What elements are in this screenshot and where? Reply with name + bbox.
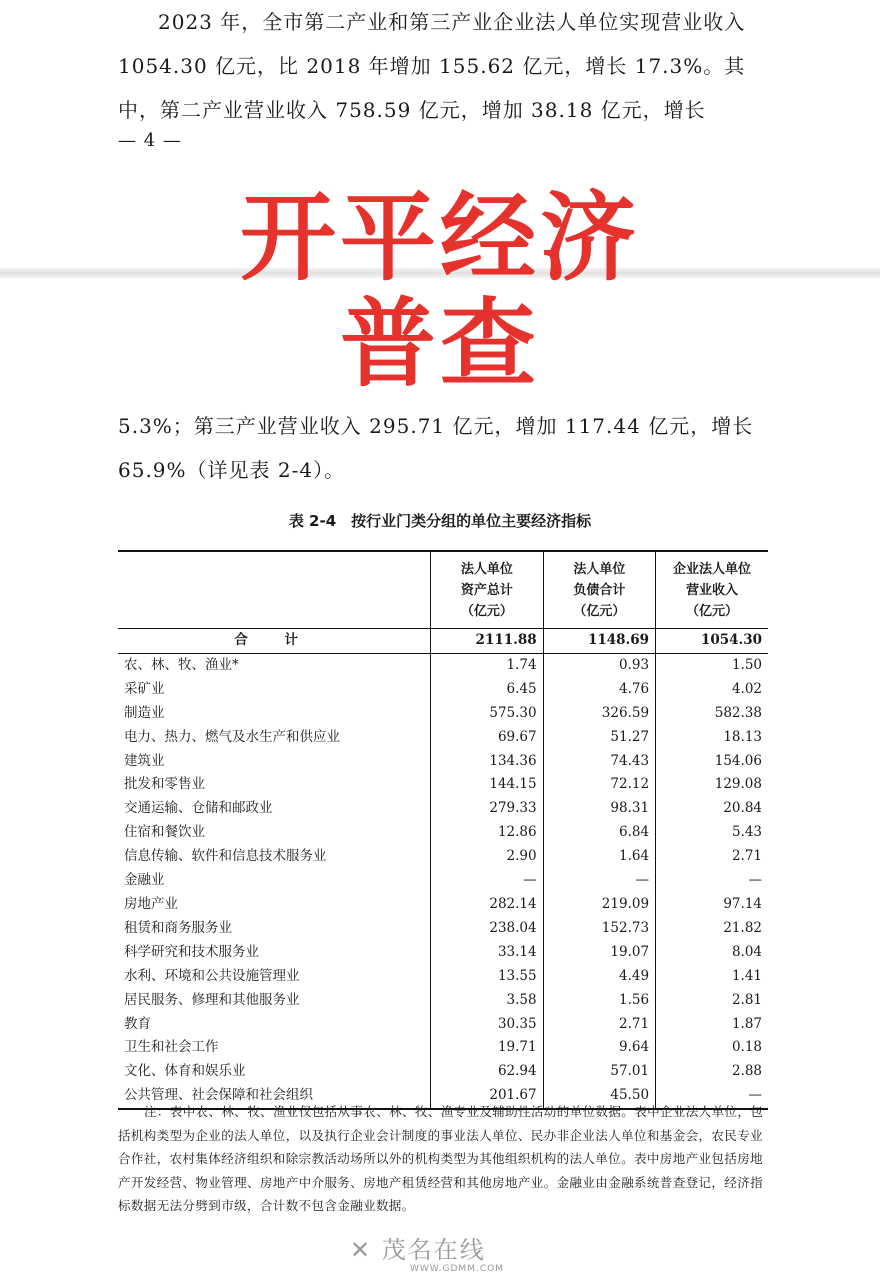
site-watermark (350, 1236, 504, 1274)
revenue-cell: 2.71 (656, 845, 768, 869)
industry-cell: 教育 (124, 1015, 151, 1032)
liabilities-cell: 1.56 (543, 989, 655, 1013)
assets-cell: — (431, 869, 543, 893)
table-row (118, 1060, 768, 1084)
liabilities-cell: 4.49 (543, 965, 655, 989)
header-revenue (656, 551, 768, 629)
assets-cell: 6.45 (431, 678, 543, 702)
revenue-cell: 1054.30 (656, 629, 768, 654)
assets-cell: 575.30 (431, 702, 543, 726)
header-line: （亿元） (460, 603, 513, 619)
header-assets (431, 551, 543, 629)
revenue-cell: 129.08 (656, 773, 768, 797)
table-header-row (118, 551, 768, 629)
assets-cell: 2.90 (431, 845, 543, 869)
assets-cell: 144.15 (431, 773, 543, 797)
liabilities-cell: — (543, 869, 655, 893)
revenue-cell: 1.50 (656, 653, 768, 677)
industry-indicators-table (118, 550, 768, 1110)
header-line: 法人单位 (573, 561, 626, 577)
liabilities-cell: 57.01 (543, 1060, 655, 1084)
table-row (118, 750, 768, 774)
industry-cell: 建筑业 (124, 752, 165, 769)
liabilities-cell: 19.07 (543, 941, 655, 965)
liabilities-cell: 98.31 (543, 797, 655, 821)
revenue-cell: 5.43 (656, 821, 768, 845)
assets-cell: 279.33 (431, 797, 543, 821)
table-note: 注：表中农、林、牧、渔业仅包括从事农、林、牧、渔专业及辅助性活动的单位数据。表中企业法人单位，包括机构类型为企业的法人单位，以及执行企业会计制度的事业法人单位、民办非企业法人单位和基金会，农民专业合作社，农村集体经济组织和除宗教活动场所以外的机构类型为其他组织机构的法人单位。表中房地产业包括房地产开发经营、物业管理、房地产中介服务、房地产租赁经营和其他房地产业。金融业由金融系统普查登记，经济指标数据无法分劈到市级，合计数不包含金融业数据。 (118, 1104, 764, 1213)
table-row (118, 726, 768, 750)
industry-cell: 农、林、牧、渔业* (124, 656, 239, 673)
table-row (118, 845, 768, 869)
assets-cell: 62.94 (431, 1060, 543, 1084)
header-line: 法人单位 (460, 561, 513, 577)
total-row (118, 629, 768, 654)
liabilities-cell: 152.73 (543, 917, 655, 941)
assets-cell: 69.67 (431, 726, 543, 750)
revenue-cell: 0.18 (656, 1036, 768, 1060)
header-line: 营业收入 (686, 582, 739, 598)
liabilities-cell: 4.76 (543, 678, 655, 702)
revenue-cell: 18.13 (656, 726, 768, 750)
header-industry (118, 551, 431, 629)
revenue-cell: 154.06 (656, 750, 768, 774)
table-row (118, 989, 768, 1013)
assets-cell: 201.67 (431, 1084, 543, 1109)
header-line: 企业法人单位 (673, 561, 752, 577)
table-row (118, 1036, 768, 1060)
assets-cell: 19.71 (431, 1036, 543, 1060)
liabilities-cell: 72.12 (543, 773, 655, 797)
liabilities-cell: 326.59 (543, 702, 655, 726)
table-row (118, 773, 768, 797)
table-row (118, 653, 768, 677)
watermark-logo: ✕ 茂名在线 (350, 1236, 486, 1264)
revenue-cell: 8.04 (656, 941, 768, 965)
assets-cell: 1.74 (431, 653, 543, 677)
header-line: 资产总计 (460, 582, 513, 598)
table-row (118, 702, 768, 726)
industry-cell: 交通运输、仓储和邮政业 (124, 800, 273, 817)
header-line: 负债合计 (573, 582, 626, 598)
liabilities-cell: 1148.69 (543, 629, 655, 654)
industry-cell: 文化、体育和娱乐业 (124, 1063, 246, 1080)
header-liabilities (543, 551, 655, 629)
industry-cell: 采矿业 (124, 680, 165, 697)
header-line: （亿元） (686, 603, 739, 619)
table-row (118, 893, 768, 917)
liabilities-cell: 219.09 (543, 893, 655, 917)
industry-cell: 水利、环境和公共设施管理业 (124, 967, 300, 984)
industry-cell: 制造业 (124, 704, 165, 721)
industry-cell: 金融业 (124, 872, 165, 889)
assets-cell: 2111.88 (431, 629, 543, 654)
liabilities-cell: 74.43 (543, 750, 655, 774)
table-row (118, 941, 768, 965)
revenue-cell: 2.81 (656, 989, 768, 1013)
industry-cell: 房地产业 (124, 895, 178, 912)
assets-cell: 238.04 (431, 917, 543, 941)
revenue-cell: 97.14 (656, 893, 768, 917)
industry-cell: 居民服务、修理和其他服务业 (124, 991, 300, 1008)
table-row (118, 1013, 768, 1037)
table-row (118, 821, 768, 845)
table-row (118, 678, 768, 702)
table-row (118, 965, 768, 989)
intro-paragraph: 2023 年，全市第二产业和第三产业企业法人单位实现营业收入 1054.30 亿元，比 2018 年增加 155.62 亿元，增长 17.3%。其中，第二产业营业收入 758.59 亿元，增加 38.18 亿元，增长 (118, 10, 746, 122)
industry-cell: 信息传输、软件和信息技术服务业 (124, 848, 327, 865)
industry-cell: 电力、热力、燃气及水生产和供应业 (124, 728, 340, 745)
liabilities-cell: 51.27 (543, 726, 655, 750)
assets-cell: 30.35 (431, 1013, 543, 1037)
industry-cell: 公共管理、社会保障和社会组织 (118, 1084, 431, 1109)
assets-cell: 282.14 (431, 893, 543, 917)
revenue-cell: 1.41 (656, 965, 768, 989)
header-line: （亿元） (573, 603, 626, 619)
continuation-paragraph: 5.3%；第三产业营业收入 295.71 亿元，增加 117.44 亿元，增长 65.9%（详见表 2-4）。 (118, 414, 754, 482)
liabilities-cell: 1.64 (543, 845, 655, 869)
industry-cell: 科学研究和技术服务业 (124, 943, 259, 960)
table-row (118, 869, 768, 893)
liabilities-cell: 2.71 (543, 1013, 655, 1037)
revenue-cell: 582.38 (656, 702, 768, 726)
industry-cell: 合 计 (118, 629, 431, 654)
assets-cell: 12.86 (431, 821, 543, 845)
revenue-cell: 4.02 (656, 678, 768, 702)
revenue-cell: 1.87 (656, 1013, 768, 1037)
assets-cell: 13.55 (431, 965, 543, 989)
industry-cell: 批发和零售业 (124, 776, 205, 793)
revenue-cell: 20.84 (656, 797, 768, 821)
stamp-title-line1: 开平经济 (240, 182, 640, 294)
liabilities-cell: 0.93 (543, 653, 655, 677)
liabilities-cell: 45.50 (543, 1084, 655, 1109)
industry-cell: 租赁和商务服务业 (124, 919, 232, 936)
table-title: 表 2-4 按行业门类分组的单位主要经济指标 (288, 512, 592, 530)
liabilities-cell: 9.64 (543, 1036, 655, 1060)
revenue-cell: — (656, 869, 768, 893)
industry-cell: 卫生和社会工作 (124, 1039, 219, 1056)
industry-cell: 住宿和餐饮业 (124, 824, 205, 841)
assets-cell: 33.14 (431, 941, 543, 965)
revenue-cell: — (656, 1084, 768, 1109)
table-row (118, 797, 768, 821)
revenue-cell: 2.88 (656, 1060, 768, 1084)
watermark-url: WWW.GDMM.COM (410, 1264, 504, 1274)
assets-cell: 134.36 (431, 750, 543, 774)
revenue-cell: 21.82 (656, 917, 768, 941)
stamp-title-line2: 普查 (340, 288, 540, 400)
liabilities-cell: 6.84 (543, 821, 655, 845)
table-row (118, 917, 768, 941)
assets-cell: 3.58 (431, 989, 543, 1013)
page-number: — 4 — (118, 130, 182, 151)
